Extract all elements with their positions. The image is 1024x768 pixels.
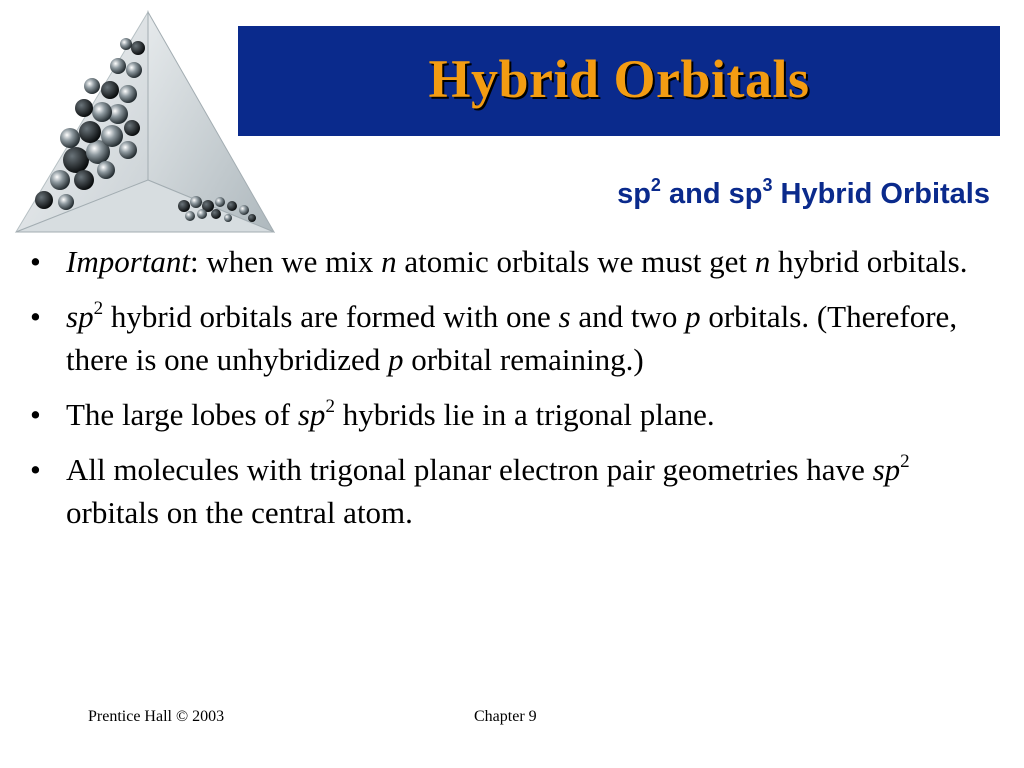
- bullet-text: hybrid orbitals.: [770, 244, 968, 279]
- bullet-text: The large lobes of: [66, 397, 298, 432]
- subtitle-text-3: Hybrid Orbitals: [772, 178, 990, 210]
- superscript: 2: [325, 396, 335, 417]
- variable-text: n: [381, 244, 397, 279]
- bullet-text: All molecules with trigonal planar electron pair geometries have: [66, 452, 873, 487]
- variable-text: sp: [66, 299, 94, 334]
- bullet-marker: •: [30, 397, 41, 432]
- bullet-text: orbitals on the central atom.: [66, 495, 413, 530]
- bullet-marker: •: [30, 299, 41, 334]
- bullet-item: [30, 295, 990, 381]
- superscript: 2: [93, 298, 104, 319]
- variable-text: n: [754, 244, 771, 279]
- bullet-text: and two: [570, 299, 686, 334]
- slide-title: Hybrid Orbitals: [428, 49, 810, 109]
- variable-text: sp: [872, 452, 901, 487]
- bullet-text: hybrid orbitals are formed with one: [103, 299, 559, 334]
- bullet-item: [30, 240, 990, 283]
- subtitle-text-1: sp: [617, 178, 651, 210]
- variable-text: s: [558, 299, 571, 334]
- bullet-text: hybrids lie in a trigonal plane.: [334, 397, 715, 432]
- pyramid-molecule-logo-icon: [14, 10, 276, 236]
- title-bar: [238, 26, 1000, 136]
- variable-text: p: [387, 342, 404, 377]
- variable-text: p: [685, 299, 701, 334]
- footer-chapter: Chapter 9: [474, 708, 537, 725]
- footer-copyright: Prentice Hall © 2003: [88, 708, 225, 725]
- subtitle-superscript-2: 3: [762, 175, 773, 195]
- bullet-item: [30, 393, 990, 436]
- bullet-item: [30, 448, 990, 534]
- bullet-marker: •: [30, 452, 41, 487]
- bullet-list: [30, 240, 990, 546]
- bullet-text: : when we mix: [190, 244, 382, 279]
- emphasis-text: Important: [66, 244, 190, 279]
- subtitle-superscript-1: 2: [650, 175, 661, 195]
- bullet-text: orbital remaining.): [403, 342, 644, 377]
- bullet-text: orbitals. (Therefore, there is one unhybridized: [66, 299, 958, 377]
- slide-subtitle: [617, 175, 990, 211]
- bullet-text: atomic orbitals we must get: [396, 244, 755, 279]
- bullet-marker: •: [30, 244, 41, 279]
- variable-text: sp: [297, 397, 326, 432]
- subtitle-text-2: and sp: [660, 178, 763, 210]
- superscript: 2: [900, 451, 910, 472]
